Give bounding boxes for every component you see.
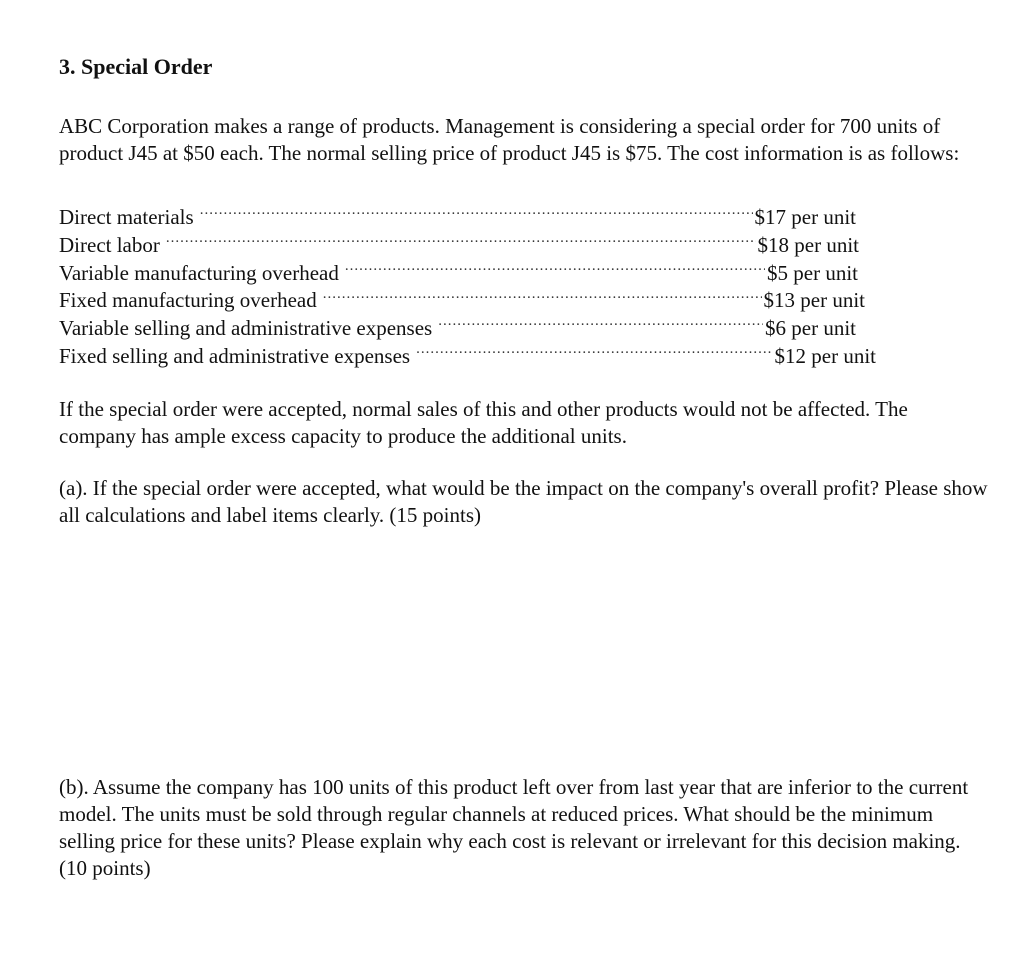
cost-value: $5 per unit	[767, 260, 858, 285]
dot-leader	[345, 259, 765, 280]
cost-row	[59, 259, 858, 287]
cost-row	[59, 286, 865, 314]
dot-leader	[323, 286, 762, 307]
cost-row	[59, 342, 876, 370]
cost-row	[59, 314, 856, 342]
dot-leader	[200, 203, 753, 224]
cost-label: Fixed selling and administrative expenses	[59, 343, 411, 368]
cost-value: $17 per unit	[754, 205, 856, 229]
cost-row	[59, 203, 856, 231]
intro-paragraph: ABC Corporation makes a range of products. Management is considering a special order for 700 units of product J45 at $50 each. The normal selling price of product J45 is $75. The cost information is as follows:	[59, 114, 960, 165]
cost-table	[59, 203, 879, 370]
cost-label: Direct materials	[59, 205, 194, 229]
cost-row	[59, 231, 859, 259]
section-title: 3. Special Order	[59, 54, 213, 79]
question-a: (a). If the special order were accepted, what would be the impact on the company's overall profit? Please show all calculations and label items clearly. (15 points)	[59, 475, 988, 527]
cost-label: Fixed manufacturing overhead	[59, 288, 317, 313]
dot-leader	[416, 342, 772, 363]
cost-label: Variable selling and administrative expenses	[59, 316, 433, 341]
cost-value: $13 per unit	[763, 288, 865, 313]
cost-label: Direct labor	[59, 232, 160, 257]
dot-leader	[438, 314, 763, 335]
cost-label: Variable manufacturing overhead	[59, 260, 339, 285]
assumption-paragraph: If the special order were accepted, normal sales of this and other products would not be affected. The company has ample excess capacity to produce the additional units.	[59, 396, 908, 448]
question-b: (b). Assume the company has 100 units of this product left over from last year that are inferior to the current model. The units must be sold through regular channels at reduced prices. What should be the minimum selling price for these units? Please explain why each cost is relevant or irrelevant for this decision making. (10 points)	[59, 774, 969, 880]
cost-value: $6 per unit	[765, 316, 856, 341]
dot-leader	[166, 231, 756, 252]
document-page	[59, 52, 989, 882]
cost-value: $18 per unit	[757, 232, 859, 257]
cost-value: $12 per unit	[774, 343, 876, 368]
